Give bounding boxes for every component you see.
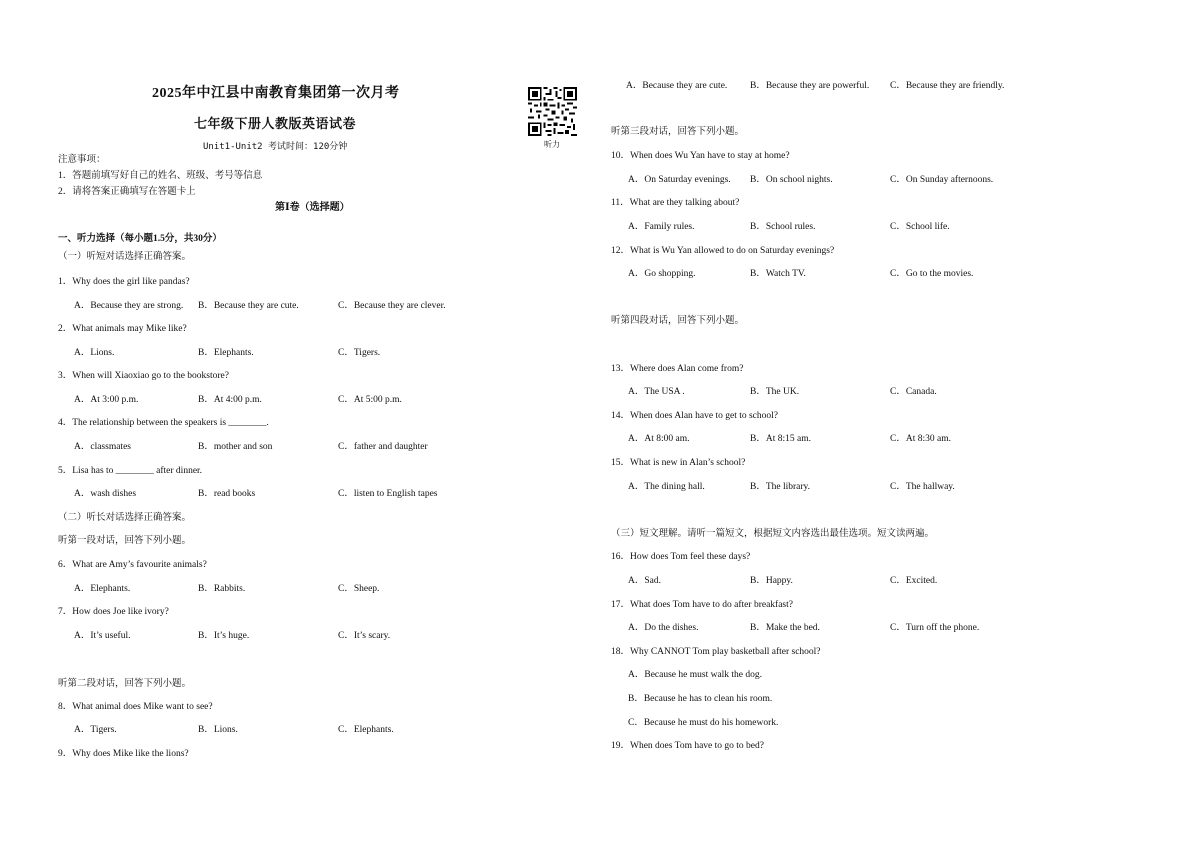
option-c: C．At 8:30 am. bbox=[890, 434, 951, 444]
dialog-title: 听第二段对话，回答下列小题。 bbox=[58, 679, 192, 689]
option-c: C．At 5:00 p.m. bbox=[338, 395, 402, 405]
option-a: A．It’s useful. bbox=[74, 631, 131, 641]
option-b: B．Happy. bbox=[750, 576, 793, 586]
option-c: C．Tigers. bbox=[338, 348, 381, 358]
option-c: C．Excited. bbox=[890, 576, 938, 586]
question-stem: 7．How does Joe like ivory? bbox=[58, 607, 169, 617]
question-stem: 10．When does Wu Yan have to stay at home? bbox=[611, 151, 790, 161]
volume-title: 第Ⅰ卷（选择题） bbox=[275, 202, 350, 213]
option-c: C．father and daughter bbox=[338, 442, 428, 452]
question-stem: 11．What are they talking about? bbox=[611, 198, 740, 208]
option-b: B．On school nights. bbox=[750, 175, 833, 185]
option-a: A．Tigers. bbox=[74, 725, 117, 735]
option-a: A．Do the dishes. bbox=[628, 623, 699, 633]
option-b: B．Elephants. bbox=[198, 348, 254, 358]
question-stem: 4．The relationship between the speakers is ________. bbox=[58, 418, 269, 428]
question-stem: 14．When does Alan have to get to school? bbox=[611, 411, 779, 421]
option-b: B．At 8:15 am. bbox=[750, 434, 811, 444]
part-title: （一）听短对话选择正确答案。 bbox=[58, 252, 192, 262]
option-a: A．The dining hall. bbox=[628, 482, 705, 492]
option-a: A．Go shopping. bbox=[628, 269, 696, 279]
section-title: 一、听力选择（每小题1.5分，共30分） bbox=[58, 234, 222, 244]
option-b: B．School rules. bbox=[750, 222, 816, 232]
option-c: C．School life. bbox=[890, 222, 950, 232]
option-b: B．Because they are powerful. bbox=[750, 81, 870, 91]
option-b: B．Make the bed. bbox=[750, 623, 820, 633]
option-a: A．Because they are cute. bbox=[626, 81, 728, 91]
option-a: A．On Saturday evenings. bbox=[628, 175, 731, 185]
option-a: A．Because he must walk the dog. bbox=[628, 670, 763, 680]
question-stem: 17．What does Tom have to do after breakfast? bbox=[611, 600, 793, 610]
option-b: B．read books bbox=[198, 489, 256, 499]
question-stem: 15．What is new in Alan’s school? bbox=[611, 458, 746, 468]
question-stem: 16．How does Tom feel these days? bbox=[611, 552, 751, 562]
exam-title: 2025年中江县中南教育集团第一次月考 bbox=[152, 86, 400, 101]
notes-title: 注意事项： bbox=[58, 155, 106, 165]
option-c: C．The hallway. bbox=[890, 482, 955, 492]
question-stem: 1．Why does the girl like pandas? bbox=[58, 277, 190, 287]
option-b: B．It’s huge. bbox=[198, 631, 250, 641]
option-a: A．Because they are strong. bbox=[74, 301, 184, 311]
notes-item: 2．请将答案正确填写在答题卡上 bbox=[58, 187, 196, 197]
question-stem: 6．What are Amy’s favourite animals? bbox=[58, 560, 207, 570]
dialog-title: 听第一段对话，回答下列小题。 bbox=[58, 536, 192, 546]
dialog-title: 听第三段对话，回答下列小题。 bbox=[611, 127, 745, 137]
question-stem: 3．When will Xiaoxiao go to the bookstore? bbox=[58, 371, 229, 381]
exam-subtitle: 七年级下册人教版英语试卷 bbox=[194, 116, 357, 131]
option-c: C．Go to the movies. bbox=[890, 269, 974, 279]
option-c: C．Because he must do his homework. bbox=[628, 718, 779, 728]
option-a: A．At 8:00 am. bbox=[628, 434, 690, 444]
option-c: C．Because they are friendly. bbox=[890, 81, 1005, 91]
question-stem: 9．Why does Mike like the lions? bbox=[58, 749, 189, 759]
option-c: C．listen to English tapes bbox=[338, 489, 438, 499]
option-b: B．The UK. bbox=[750, 387, 800, 397]
option-a: A．wash dishes bbox=[74, 489, 137, 499]
question-stem: 5．Lisa has to ________ after dinner. bbox=[58, 466, 203, 476]
question-stem: 13．Where does Alan come from? bbox=[611, 364, 744, 374]
option-c: C．Canada. bbox=[890, 387, 937, 397]
option-a: A．At 3:00 p.m. bbox=[74, 395, 139, 405]
question-stem: 2．What animals may Mike like? bbox=[58, 324, 187, 334]
part-title: （三）短文理解。请听一篇短文，根据短文内容选出最佳选项。短文读两遍。 bbox=[611, 529, 935, 539]
question-stem: 19．When does Tom have to go to bed? bbox=[611, 741, 764, 751]
question-stem: 18．Why CANNOT Tom play basketball after school? bbox=[611, 647, 821, 657]
part-title: （二）听长对话选择正确答案。 bbox=[58, 513, 192, 523]
question-stem: 8．What animal does Mike want to see? bbox=[58, 702, 213, 712]
option-a: A．Lions. bbox=[74, 348, 115, 358]
option-c: C．Because they are clever. bbox=[338, 301, 446, 311]
option-b: B．Watch TV. bbox=[750, 269, 806, 279]
option-c: C．Sheep. bbox=[338, 584, 380, 594]
qr-code-icon bbox=[528, 87, 577, 136]
option-b: B．Rabbits. bbox=[198, 584, 246, 594]
option-a: A．Family rules. bbox=[628, 222, 695, 232]
option-b: B．Lions. bbox=[198, 725, 238, 735]
option-b: B．mother and son bbox=[198, 442, 273, 452]
notes-item: 1．答题前填写好自己的姓名、班级、考号等信息 bbox=[58, 171, 263, 181]
option-c: C．Turn off the phone. bbox=[890, 623, 980, 633]
option-a: A．Elephants. bbox=[74, 584, 131, 594]
qr-caption: 听力 bbox=[544, 140, 560, 149]
option-b: B．At 4:00 p.m. bbox=[198, 395, 262, 405]
option-c: C．Elephants. bbox=[338, 725, 394, 735]
dialog-title: 听第四段对话，回答下列小题。 bbox=[611, 316, 745, 326]
option-b: B．Because they are cute. bbox=[198, 301, 299, 311]
option-b: B．The library. bbox=[750, 482, 811, 492]
option-a: A．classmates bbox=[74, 442, 131, 452]
option-c: C．It’s scary. bbox=[338, 631, 391, 641]
option-c: C．On Sunday afternoons. bbox=[890, 175, 994, 185]
option-a: A．The USA . bbox=[628, 387, 685, 397]
option-a: A．Sad. bbox=[628, 576, 661, 586]
option-b: B．Because he has to clean his room. bbox=[628, 694, 773, 704]
question-stem: 12．What is Wu Yan allowed to do on Saturday evenings? bbox=[611, 246, 835, 256]
exam-meta: Unit1-Unit2 考试时间：120分钟 bbox=[203, 142, 348, 152]
